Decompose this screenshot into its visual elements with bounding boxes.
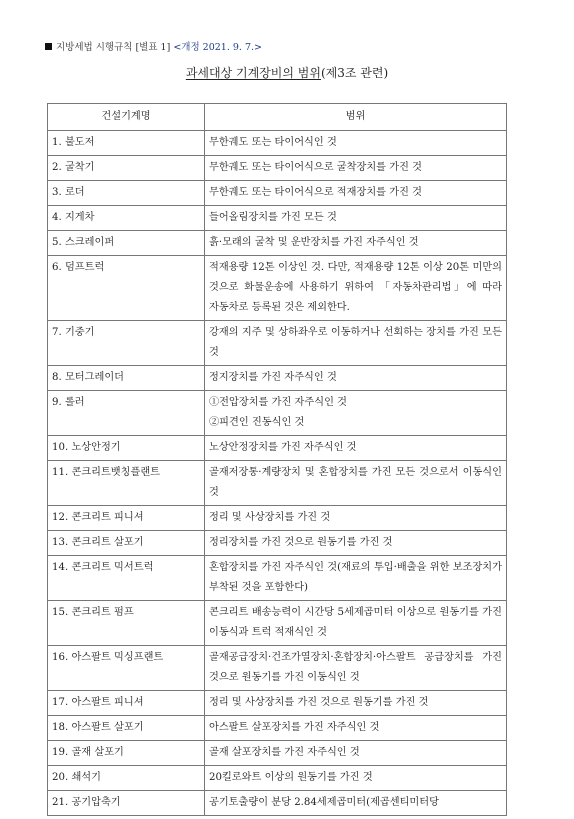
- equipment-scope: [205, 206, 507, 231]
- table-row: [48, 741, 507, 766]
- column-header-name: 건설기계명: [48, 104, 205, 131]
- scope-text: 정리 및 사상장치를 가진 것: [209, 512, 331, 523]
- equipment-name: 5. 스크레이퍼: [48, 231, 205, 256]
- equipment-name: 8. 모터그레이더: [48, 366, 205, 391]
- equipment-scope: [205, 366, 507, 391]
- title-note: (제3조 관련): [320, 66, 389, 80]
- equipment-name: 3. 로더: [48, 181, 205, 206]
- scope-text: 정지장치를 가진 자주식인 것: [209, 372, 337, 383]
- scope-text: 노상안정장치를 가진 자주식인 것: [209, 442, 357, 453]
- scope-text: 아스팔트 살포장치를 가진 자주식인 것: [209, 722, 380, 733]
- equipment-name: 7. 기중기: [48, 321, 205, 366]
- table-row: [48, 366, 507, 391]
- equipment-name: 10. 노상안정기: [48, 436, 205, 461]
- equipment-name: 4. 지게차: [48, 206, 205, 231]
- scope-text: 무한궤도 또는 타이어식으로 적재장치를 가진 것: [209, 187, 423, 198]
- equipment-name: 21. 공기압축기: [48, 791, 205, 816]
- square-bullet-icon: [45, 43, 52, 50]
- table-row: [48, 131, 507, 156]
- scope-text: 혼합장치를 가진 자주식인 것(재료의 투입·배출을 위한 보조장치가 부착된 것을 포함한다): [209, 562, 502, 593]
- equipment-scope: [205, 256, 507, 321]
- equipment-scope: [205, 231, 507, 256]
- equipment-scope: [205, 741, 507, 766]
- scope-text: 무한궤도 또는 타이어식인 것: [209, 137, 337, 148]
- equipment-scope: [205, 181, 507, 206]
- table-row: [48, 181, 507, 206]
- equipment-scope: [205, 506, 507, 531]
- scope-text: 콘크리트 배송능력이 시간당 5세제곱미터 이상으로 원동기를 가진 이동식과 트럭 적재식인 것: [209, 607, 502, 638]
- equipment-name: 19. 골재 살포기: [48, 741, 205, 766]
- table-row: [48, 256, 507, 321]
- table-row: [48, 766, 507, 791]
- table-row: [48, 461, 507, 506]
- table-row: [48, 691, 507, 716]
- equipment-scope: [205, 601, 507, 646]
- equipment-name: 18. 아스팔트 살포기: [48, 716, 205, 741]
- scope-text: 골재공급장치·건조가열장치·혼합장치·아스팔트 공급장치를 가진 것으로 원동기를 가진 이동식인 것: [209, 652, 502, 683]
- table-row: [48, 791, 507, 816]
- equipment-scope: [205, 436, 507, 461]
- scope-text: 강재의 지주 및 상하좌우로 이동하거나 선회하는 장치를 가진 모든 것: [209, 327, 502, 358]
- equipment-scope: [205, 646, 507, 691]
- scope-text: 정리장치를 가진 것으로 원동기를 가진 것: [209, 537, 393, 548]
- table-row: [48, 231, 507, 256]
- table-row: [48, 556, 507, 601]
- table-row: [48, 716, 507, 741]
- table-row: [48, 321, 507, 366]
- scope-text: 적재용량 12톤 이상인 것. 다만, 적재용량 12톤 이상 20톤 미만의 것으로 화물운송에 사용하기 위하여 「자동차관리법」에 따라 자동차로 등록된 것은 제외한다.: [209, 262, 502, 313]
- equipment-scope: [205, 131, 507, 156]
- equipment-name: 12. 콘크리트 피니셔: [48, 506, 205, 531]
- scope-text: 정리 및 사상장치를 가진 것으로 원동기를 가진 것: [209, 697, 429, 708]
- scope-text: ②피견인 진동식인 것: [209, 417, 305, 428]
- scope-text: ①전압장치를 가진 자주식인 것: [209, 397, 347, 408]
- equipment-name: 15. 콘크리트 펌프: [48, 601, 205, 646]
- equipment-scope: [205, 691, 507, 716]
- equipment-scope: [205, 391, 507, 436]
- equipment-name: 2. 굴착기: [48, 156, 205, 181]
- table-header-row: [48, 104, 507, 131]
- equipment-scope: [205, 766, 507, 791]
- equipment-scope: [205, 321, 507, 366]
- law-reference: 지방세법 시행규칙 [별표 1]: [56, 42, 171, 53]
- table-row: [48, 506, 507, 531]
- scope-text: 골재저장통·계량장치 및 혼합장치를 가진 모든 것으로서 이동식인 것: [209, 467, 502, 498]
- scope-text: 흙·모래의 굴착 및 운반장치를 가진 자주식인 것: [209, 237, 419, 248]
- table-row: [48, 646, 507, 691]
- equipment-scope: [205, 531, 507, 556]
- equipment-scope: [205, 461, 507, 506]
- scope-text: 20킬로와트 이상의 원동기를 가진 것: [209, 772, 373, 783]
- equipment-name: 13. 콘크리트 살포기: [48, 531, 205, 556]
- table-row: [48, 531, 507, 556]
- title-main: 과세대상 기계장비의 범위: [185, 66, 321, 80]
- scope-text: 들어올림장치를 가진 모든 것: [209, 212, 337, 223]
- equipment-name: 14. 콘크리트 믹서트럭: [48, 556, 205, 601]
- equipment-scope: [205, 791, 507, 816]
- equipment-scope: [205, 556, 507, 601]
- equipment-scope-table: [47, 103, 507, 816]
- equipment-name: 6. 덤프트럭: [48, 256, 205, 321]
- equipment-scope: [205, 156, 507, 181]
- equipment-name: 16. 아스팔트 믹싱프랜트: [48, 646, 205, 691]
- table-row: [48, 206, 507, 231]
- revision-date: <개정 2021. 9. 7.>: [173, 42, 262, 53]
- page-title: [0, 64, 574, 81]
- scope-text: 무한궤도 또는 타이어식으로 굴착장치를 가진 것: [209, 162, 423, 173]
- equipment-scope: [205, 716, 507, 741]
- column-header-scope: 범위: [205, 104, 507, 131]
- equipment-name: 11. 콘크리트뱃칭플랜트: [48, 461, 205, 506]
- equipment-name: 17. 아스팔트 피니셔: [48, 691, 205, 716]
- table-row: [48, 601, 507, 646]
- table-row: [48, 391, 507, 436]
- table-row: [48, 436, 507, 461]
- scope-text: 골재 살포장치를 가진 자주식인 것: [209, 747, 360, 758]
- scope-text: 공기토출량이 분당 2.84세제곱미터(제곱센티미터당: [209, 797, 439, 808]
- equipment-name: 20. 쇄석기: [48, 766, 205, 791]
- document-header: [45, 39, 262, 53]
- table-body: [48, 131, 507, 816]
- equipment-name: 1. 불도저: [48, 131, 205, 156]
- equipment-name: 9. 롤러: [48, 391, 205, 436]
- table-row: [48, 156, 507, 181]
